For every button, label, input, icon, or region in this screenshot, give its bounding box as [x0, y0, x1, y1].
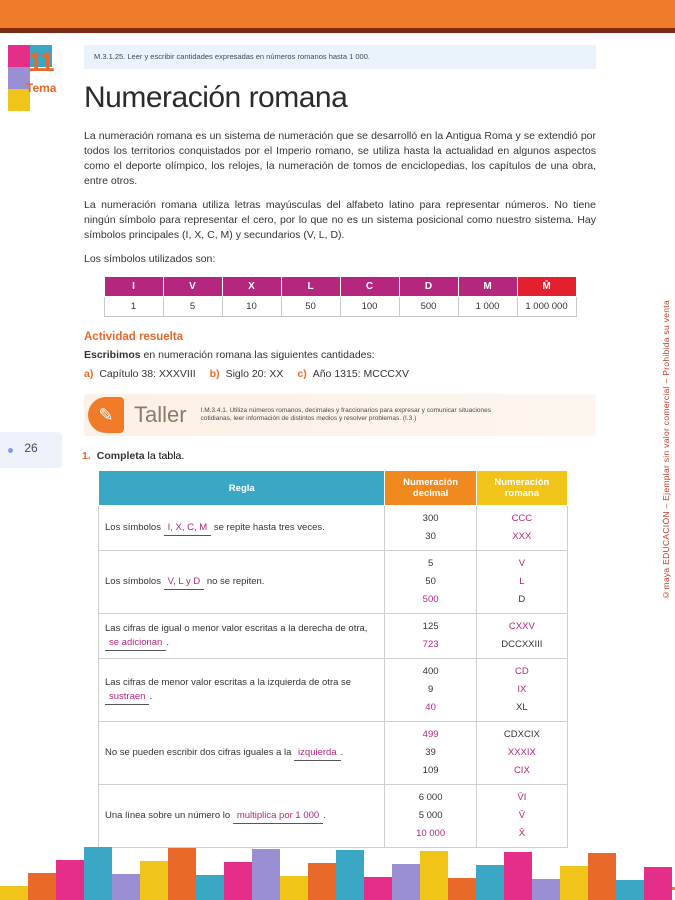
footer-bar — [56, 860, 84, 900]
symbol-value-1: 5 — [163, 297, 222, 317]
question-rest: la tabla. — [144, 450, 185, 462]
activity-heading: Actividad resuelta — [84, 331, 184, 343]
table-row — [99, 614, 568, 659]
activity-item-c-text: Año 1315: MCCCXV — [312, 368, 410, 380]
rule-answer-blank[interactable]: multiplica por 1 000 — [233, 809, 323, 824]
question-text — [97, 450, 185, 462]
footer-bar — [448, 878, 476, 900]
rule-cell — [99, 551, 385, 614]
rule-text-pre: Las cifras de igual o menor valor escritas a la derecha de otra, — [105, 622, 368, 634]
decimal-cell — [385, 614, 476, 659]
decimal-answer[interactable]: 40 — [425, 702, 436, 713]
decimal-value: 109 — [422, 765, 439, 776]
paragraph-1: La numeración romana es un sistema de numeración que se desarrolló en la Antigua Roma y se extendió por todos los territorios conquistados por el Imperio romano, se utiliza hasta la actualidad en algunos aspectos como el deporte olímpico, los relojes, la numeración de tomos de enciclopedias, los capítulos de una obra, entre otros. — [84, 130, 596, 187]
footer-bar — [224, 862, 252, 900]
paragraph-2: La numeración romana utiliza letras mayúsculas del alfabeto latino para representar números. No tiene ningún símbolo para representar el cero, por lo que no es un sistema posicional como nuestro sistema. Hay símbolos principales (I, X, C, M) y secundarios (V, L, D). — [84, 199, 596, 241]
footer-bar — [364, 877, 392, 900]
footer-decoration — [0, 840, 675, 900]
decimal-value: 9 — [427, 684, 434, 695]
symbol-header-0: I — [104, 277, 163, 297]
decimal-value: 300 — [422, 513, 439, 524]
pencil-icon: ✎ — [88, 397, 124, 433]
roman-answer[interactable]: IX — [517, 684, 527, 695]
decimal-answer[interactable]: 500 — [422, 594, 439, 605]
activity-item-a-label: a) — [84, 368, 94, 380]
rule-text-pre: Una línea sobre un número lo — [105, 809, 233, 821]
decimal-value: 39 — [425, 747, 436, 758]
question-number: 1. — [82, 450, 91, 462]
table-row — [99, 722, 568, 785]
question-bold: Completa — [96, 450, 145, 462]
symbol-header-2: X — [222, 277, 281, 297]
symbol-value-7: 1 000 000 — [517, 297, 576, 317]
activity-item-c — [297, 368, 409, 380]
table-row — [99, 506, 568, 551]
roman-answer[interactable]: CXXV — [508, 621, 535, 632]
decimal-answer[interactable]: 499 — [422, 729, 439, 740]
header-regla: Regla — [99, 471, 385, 506]
decimal-cell — [385, 722, 476, 785]
roman-answer[interactable]: V̄I — [517, 792, 527, 803]
decimal-value: 50 — [425, 576, 436, 587]
tema-label: Tema — [26, 81, 57, 95]
activity-items — [84, 368, 596, 380]
activity-intro-bold: Escribimos — [84, 349, 141, 361]
rule-text-post: no se repiten. — [204, 575, 265, 587]
roman-answer[interactable]: X̄ — [518, 828, 526, 839]
activity-item-c-label: c) — [297, 368, 307, 380]
roman-cell — [476, 506, 567, 551]
roman-cell — [476, 722, 567, 785]
rule-text-post: . — [340, 746, 344, 758]
rule-text-pre: Las cifras de menor valor escritas a la izquierda de otra se — [105, 676, 352, 688]
decimal-value: 5 000 — [418, 810, 443, 821]
rule-cell — [99, 785, 385, 848]
page-number: 26 — [24, 441, 38, 455]
header-romana — [476, 471, 567, 506]
rule-answer-blank[interactable]: se adicionan — [105, 636, 166, 651]
footer-bar — [252, 849, 280, 900]
decimal-cell — [385, 785, 476, 848]
decimal-value: 6 000 — [418, 792, 443, 803]
symbol-header-1: V — [163, 277, 222, 297]
decimal-answer[interactable]: 10 000 — [416, 828, 446, 839]
rules-table-header-row — [99, 471, 568, 506]
roman-value: DCCXXIII — [501, 639, 543, 650]
footer-bar — [168, 848, 196, 900]
taller-banner — [84, 394, 596, 436]
tema-square-magenta — [8, 45, 30, 67]
activity-intro-rest: en numeración romana las siguientes cantidades: — [140, 349, 375, 361]
copyright-side-note: ©maya EDUCACIÓN – Ejemplar sin valor comercial – Prohibida su venta — [661, 300, 671, 600]
roman-value: XL — [516, 702, 528, 713]
rule-text-post: . — [149, 690, 153, 702]
footer-bar — [280, 876, 308, 900]
symbol-value-3: 50 — [281, 297, 340, 317]
activity-item-b-text: Siglo 20: XX — [225, 368, 284, 380]
footer-bar — [588, 853, 616, 900]
top-orange-bar — [0, 0, 675, 28]
decimal-value: 400 — [422, 666, 439, 677]
footer-bar — [392, 864, 420, 900]
question-1 — [82, 450, 596, 462]
symbol-header-5: D — [399, 277, 458, 297]
rule-cell — [99, 659, 385, 722]
header-romana-line2: romana — [504, 488, 540, 499]
symbols-table — [104, 276, 577, 317]
symbol-value-0: 1 — [104, 297, 163, 317]
roman-value: CDXCIX — [503, 729, 540, 740]
footer-bar — [420, 851, 448, 900]
footer-bar — [28, 873, 56, 900]
rules-table-body — [99, 506, 568, 848]
symbol-header-4: C — [340, 277, 399, 297]
rule-cell — [99, 614, 385, 659]
roman-answer[interactable]: XXXIX — [507, 747, 536, 758]
symbol-value-6: 1 000 — [458, 297, 517, 317]
footer-bar — [532, 879, 560, 900]
footer-bar — [112, 874, 140, 900]
decimal-cell — [385, 551, 476, 614]
page-content — [84, 45, 596, 848]
table-row — [99, 785, 568, 848]
rule-text-pre: Los símbolos — [105, 521, 164, 533]
header-romana-line1: Numeración — [494, 477, 550, 488]
roman-answer[interactable]: L — [519, 576, 525, 587]
symbol-header-6: M — [458, 277, 517, 297]
symbol-value-5: 500 — [399, 297, 458, 317]
paragraph-3: Los símbolos utilizados son: — [84, 253, 216, 265]
roman-cell — [476, 614, 567, 659]
activity-item-b — [210, 368, 284, 380]
rule-cell — [99, 506, 385, 551]
rule-text-pre: No se pueden escribir dos cifras iguales a la — [105, 746, 295, 758]
footer-bar — [0, 886, 28, 900]
footer-bar — [140, 861, 168, 900]
activity-intro — [84, 349, 596, 361]
taller-standard: I.M.3.4.1. Utiliza números romanos, decimales y fraccionarios para expresar y comunicar situaciones cotidianas, leer información de distintos medios y resolver problemas. (I.3.) — [200, 406, 492, 422]
roman-answer[interactable]: CCC — [511, 513, 533, 524]
roman-answer[interactable]: XXX — [512, 531, 532, 542]
footer-bar — [476, 865, 504, 900]
rule-cell — [99, 722, 385, 785]
header-decimal — [385, 471, 476, 506]
header-decimal-line2: decimal — [412, 488, 449, 499]
header-decimal-line1: Numeración — [403, 477, 459, 488]
symbols-value-row — [104, 297, 576, 317]
rule-text-post: . — [323, 809, 326, 821]
taller-title: Taller — [134, 402, 187, 427]
symbol-header-7: M̄ — [517, 277, 576, 297]
decimal-cell — [385, 506, 476, 551]
activity-item-a — [84, 368, 196, 380]
roman-cell — [476, 659, 567, 722]
top-dark-bar — [0, 28, 675, 33]
footer-bar — [196, 875, 224, 900]
rule-text-post: se repite hasta tres veces. — [211, 521, 325, 533]
tema-number: 11 — [28, 47, 53, 77]
rule-answer-blank[interactable]: sustraen — [105, 690, 149, 705]
roman-answer[interactable]: V̄ — [518, 810, 526, 821]
footer-bar — [336, 850, 364, 900]
rule-text-post: . — [166, 636, 169, 648]
decimal-answer[interactable]: 723 — [422, 639, 439, 650]
symbol-header-3: L — [281, 277, 340, 297]
roman-cell — [476, 551, 567, 614]
decimal-value: 30 — [425, 531, 436, 542]
symbol-value-2: 10 — [222, 297, 281, 317]
footer-bar — [644, 867, 672, 900]
roman-value: D — [518, 594, 526, 605]
tema-block — [8, 45, 57, 111]
symbols-header-row — [104, 277, 576, 297]
rule-answer-blank[interactable]: I, X, C, M — [164, 521, 212, 536]
footer-bar — [308, 863, 336, 900]
symbol-value-4: 100 — [340, 297, 399, 317]
rule-text-pre: Los símbolos — [105, 575, 164, 587]
footer-bar — [616, 880, 644, 900]
table-row — [99, 659, 568, 722]
standard-top-box: M.3.1.25. Leer y escribir cantidades expresadas en números romanos hasta 1 000. — [84, 45, 596, 69]
decimal-value: 5 — [427, 558, 434, 569]
footer-bar — [504, 852, 532, 900]
roman-answer[interactable]: CIX — [513, 765, 530, 776]
activity-item-b-label: b) — [209, 368, 220, 380]
activity-item-a-text: Capítulo 38: XXXVIII — [99, 368, 196, 380]
decimal-value: 125 — [422, 621, 439, 632]
footer-bar — [84, 847, 112, 900]
rule-answer-blank[interactable]: izquierda — [294, 746, 341, 761]
roman-answer[interactable]: V — [518, 558, 526, 569]
rules-table — [98, 470, 568, 848]
roman-cell — [476, 785, 567, 848]
decimal-cell — [385, 659, 476, 722]
page-title: Numeración romana — [84, 81, 348, 114]
table-row — [99, 551, 568, 614]
rule-answer-blank[interactable]: V, L y D — [164, 575, 205, 590]
footer-bar — [560, 866, 588, 900]
roman-answer[interactable]: CD — [514, 666, 529, 677]
